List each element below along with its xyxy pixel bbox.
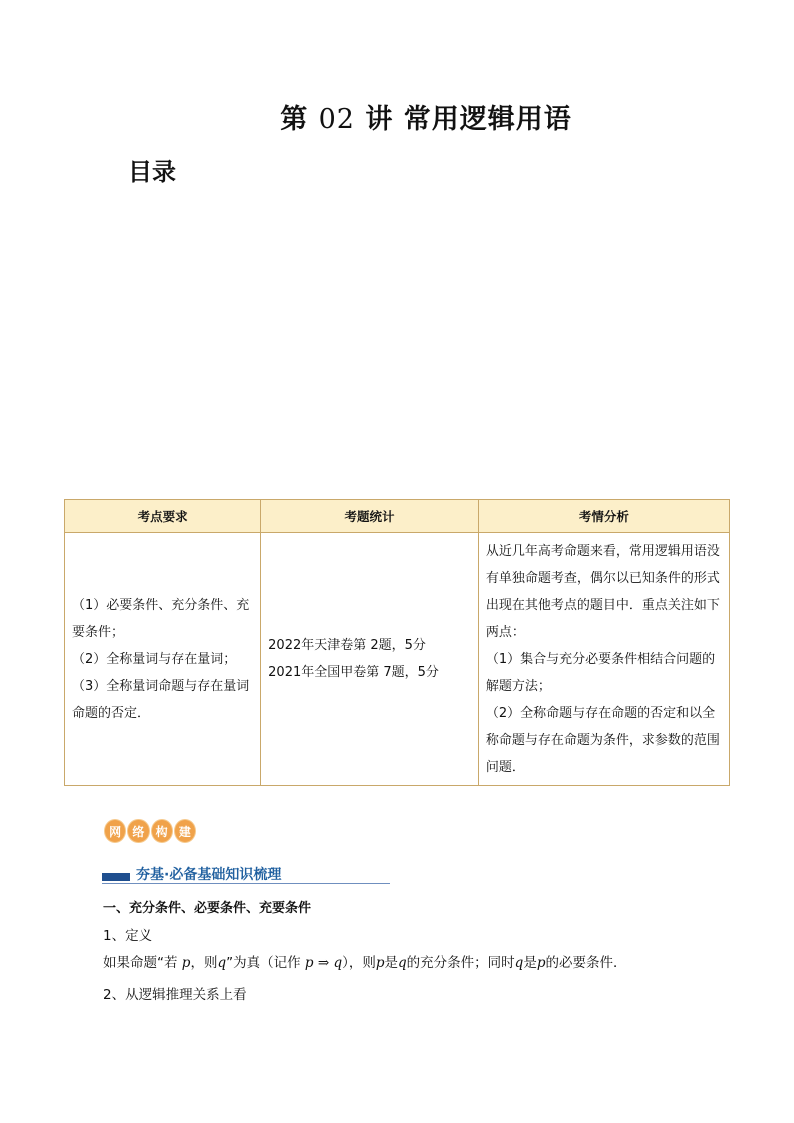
analysis-point: （2）全称命题与存在命题的否定和以全称命题与存在命题为条件，求参数的范围问题． [485, 705, 720, 775]
badge-char: 构 [151, 819, 173, 843]
text-part: ），则 [342, 955, 376, 971]
requirement-item: （3）全称量词命题与存在量词命题的否定． [72, 678, 250, 721]
item-definition: 1、定义 [103, 928, 153, 944]
analysis-point: （1）集合与充分必要条件相结合问题的解题方法； [485, 651, 716, 694]
section-marker-icon [102, 873, 130, 881]
badge-char: 建 [174, 819, 196, 843]
requirement-item: （2）全称量词与存在量词； [72, 651, 237, 667]
math-var: p [181, 955, 191, 971]
exam-table [64, 499, 730, 786]
text-part: 是 [523, 955, 537, 971]
analysis-cell [478, 533, 729, 786]
title-prefix: 第 [280, 104, 309, 135]
text-part: 的充分条件；同时 [406, 955, 515, 971]
math-var: q [514, 955, 524, 971]
statistics-item: 2022年天津卷第 2题，5分 [268, 638, 426, 653]
text-part: 是 [384, 955, 398, 971]
analysis-text: 从近几年高考命题来看，常用逻辑用语没有单独命题考查，偶尔以已知条件的形式出现在其他考点的题目中．重点关注如下两点： [485, 543, 720, 640]
text-part: ，则 [190, 955, 218, 971]
statistics-item: 2021年全国甲卷第 7题，5分 [268, 665, 439, 680]
table-row [65, 533, 730, 786]
math-implication: p ⇒ q [304, 955, 343, 971]
text-part: ”为真（记作 [226, 955, 305, 971]
header-statistics: 考题统计 [261, 500, 479, 533]
header-requirements: 考点要求 [65, 500, 261, 533]
network-badge [104, 819, 196, 843]
math-var: p [375, 955, 385, 971]
badge-char: 络 [127, 819, 149, 843]
title-number: 02 [318, 104, 355, 135]
section-label: 夯基·必备基础知识梳理 [136, 867, 282, 883]
table-header-row [65, 500, 730, 533]
statistics-cell [261, 533, 479, 786]
toc-heading: 目录 [128, 158, 176, 186]
section-underline [102, 883, 390, 884]
heading-conditions: 一、充分条件、必要条件、充要条件 [103, 901, 312, 916]
section-header [102, 864, 390, 884]
requirements-cell [65, 533, 261, 786]
text-part: 如果命题“若 [103, 955, 182, 971]
math-var: q [398, 955, 407, 971]
item-logic: 2、从逻辑推理关系上看 [103, 987, 247, 1003]
text-part: 的必要条件． [545, 955, 627, 971]
requirement-item: （1）必要条件、充分条件、充要条件； [72, 597, 250, 640]
math-var: p [536, 955, 546, 971]
header-analysis: 考情分析 [478, 500, 729, 533]
math-var: q [217, 955, 227, 971]
title-suffix: 讲 常用逻辑用语 [365, 104, 572, 135]
page-title [0, 97, 794, 136]
definition-text [103, 951, 626, 971]
badge-char: 网 [104, 819, 126, 843]
